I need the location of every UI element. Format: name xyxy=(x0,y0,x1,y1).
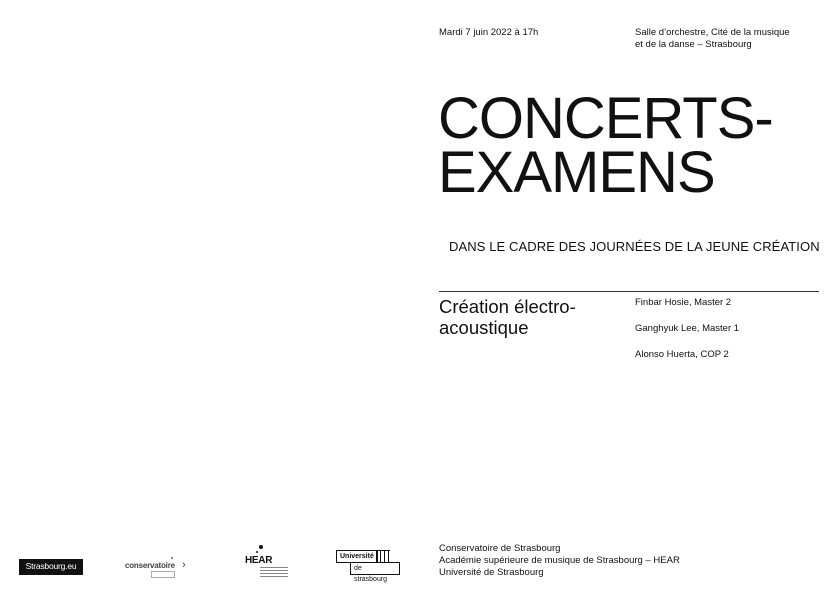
section-heading-line-1: Création électro- xyxy=(439,296,576,317)
universite-strasbourg-logo xyxy=(336,550,400,583)
performer-item: Finbar Hosie, Master 2 xyxy=(635,297,732,308)
subtitle: DANS LE CADRE DES JOURNÉES DE LA JEUNE CRÉATION xyxy=(449,239,820,254)
venue-line-1: Salle d’orchestre, Cité de la musique xyxy=(635,27,790,38)
credit-line: Académie supérieure de musique de Strasbourg – HEAR xyxy=(439,555,680,566)
universite-logo-bottom: de strasbourg xyxy=(350,562,400,575)
section-heading-line-2: acoustique xyxy=(439,317,529,338)
hear-logo xyxy=(245,545,295,579)
universite-logo-bars xyxy=(376,550,390,562)
credit-line: Conservatoire de Strasbourg xyxy=(439,543,561,554)
hear-logo-lines xyxy=(260,567,288,579)
hear-logo-dot xyxy=(259,545,263,549)
conservatoire-logo-dot xyxy=(171,557,173,559)
section-divider xyxy=(439,291,819,292)
conservatoire-logo xyxy=(125,560,191,576)
page-title xyxy=(438,86,773,205)
credits xyxy=(439,543,680,579)
performer-item: Ganghyuk Lee, Master 1 xyxy=(635,323,740,334)
performer-list xyxy=(635,297,739,375)
section-heading xyxy=(439,296,629,338)
strasbourg-eu-logo xyxy=(19,559,83,575)
title-line-2: EXAMENS xyxy=(438,140,715,205)
event-venue xyxy=(635,27,825,51)
credit-line: Université de Strasbourg xyxy=(439,567,544,578)
title-line-1: CONCERTS- xyxy=(438,86,773,151)
event-date: Mardi 7 juin 2022 à 17h xyxy=(439,27,539,38)
conservatoire-logo-box xyxy=(151,571,175,578)
hear-logo-dot-small xyxy=(256,551,258,553)
hear-logo-text: HEAR xyxy=(245,555,273,566)
performer-item: Alonso Huerta, COP 2 xyxy=(635,349,729,360)
chevron-right-icon: › xyxy=(182,559,186,571)
venue-line-2: et de la danse – Strasbourg xyxy=(635,39,752,50)
universite-logo-top: Université xyxy=(336,550,378,563)
conservatoire-logo-text: conservatoire xyxy=(125,561,175,570)
strasbourg-logo-text: Strasbourg.eu xyxy=(25,561,77,571)
